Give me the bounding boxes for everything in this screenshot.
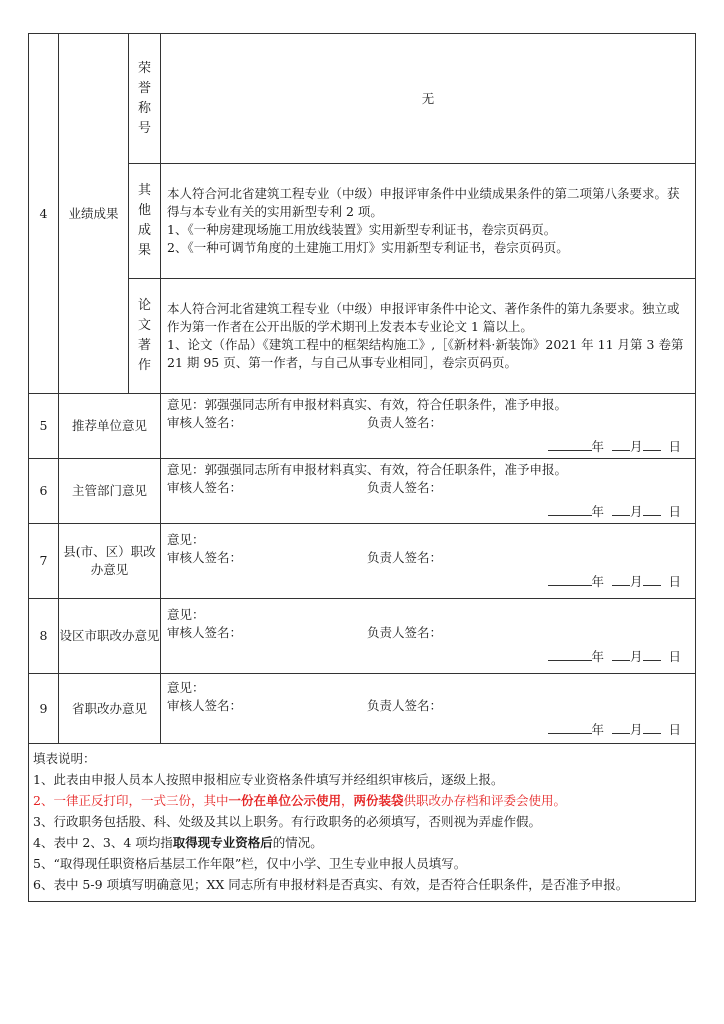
row-number: 4 <box>29 34 59 394</box>
opinion-row <box>29 674 696 744</box>
leader-signature-label: 负责人签名： <box>367 550 443 565</box>
filling-instructions <box>29 744 696 902</box>
reviewer-signature-label: 审核人签名： <box>167 550 243 565</box>
note-6: 6、表中 5-9 项填写明确意见；XX 同志所有申报材料是否真实、有效，是否符合任职条件，是否准予申报。 <box>33 877 629 892</box>
opinion-row <box>29 394 696 459</box>
other-achievements-content <box>161 164 696 279</box>
date-line: 年 月 日 <box>161 571 695 591</box>
opinion-text: 意见： <box>167 679 205 695</box>
date-line: 年 月 日 <box>161 501 695 521</box>
leader-signature-label: 负责人签名： <box>367 697 443 713</box>
item-label-achievements: 业绩成果 <box>59 34 129 394</box>
opinion-text: 意见：郭强强同志所有申报材料真实、有效，符合任职条件，准予申报。 <box>167 397 568 412</box>
note-2: 2、一律正反打印，一式三份，其中一份在单位公示使用，两份装袋供职改办存档和评委会使用。 <box>33 793 567 808</box>
opinion-cell <box>161 459 696 524</box>
opinion-text: 意见： <box>167 532 205 547</box>
paper-line-2: 1、论文（作品）《建筑工程中的框架结构施工》,［《新材料·新装饰》2021 年 11 月第 3 卷第 21 期 95 页、第一作者，与自己从事专业相同］，卷宗页码页。 <box>167 337 684 370</box>
application-form-page <box>28 33 696 902</box>
other-line-2: 1、《一种房建现场施工用放线装置》实用新型专利证书，卷宗页码页。 <box>167 222 557 237</box>
date-line: 年 月 日 <box>161 436 695 456</box>
date-line: 年 月 日 <box>161 719 695 739</box>
opinion-row <box>29 524 696 599</box>
paper-line-1: 本人符合河北省建筑工程专业（中级）申报评审条件中论文、著作条件的第九条要求。独立或作为第一作者在公开出版的学术期刊上发表本专业论文 1 篇以上。 <box>167 301 680 334</box>
date-line: 年 月 日 <box>161 646 695 666</box>
sub-label-paper: 论文著作 <box>129 279 161 394</box>
reviewer-signature-label: 审核人签名： <box>167 625 243 640</box>
opinion-row-label: 推荐单位意见 <box>59 394 161 459</box>
note-3: 3、行政职务包括股、科、处级及其以上职务。有行政职务的必须填写，否则视为弄虚作假。 <box>33 814 541 829</box>
leader-signature-label: 负责人签名： <box>367 415 443 430</box>
note-4: 4、表中 2、3、4 项均指取得现专业资格后的情况。 <box>33 835 323 850</box>
opinion-row <box>29 459 696 524</box>
note-1: 1、此表由申报人员本人按照申报相应专业资格条件填写并经组织审核后，逐级上报。 <box>33 772 504 787</box>
reviewer-signature-label: 审核人签名： <box>167 697 243 713</box>
row-number: 7 <box>29 524 59 599</box>
row-number: 8 <box>29 599 59 674</box>
opinion-cell <box>161 524 696 599</box>
row-number: 5 <box>29 394 59 459</box>
opinion-cell <box>161 394 696 459</box>
opinion-row-label: 县(市、区）职改办意见 <box>59 524 161 599</box>
row-number: 6 <box>29 459 59 524</box>
opinion-cell <box>161 674 696 744</box>
row-achievements-other <box>29 164 696 279</box>
notes-title: 填表说明： <box>33 751 96 766</box>
reviewer-signature-label: 审核人签名： <box>167 415 243 430</box>
opinion-row-label: 省职改办意见 <box>59 674 161 744</box>
opinion-row <box>29 599 696 674</box>
application-form-table <box>28 33 696 902</box>
sub-label-honor: 荣誉称号 <box>129 34 161 164</box>
opinion-row-label: 主管部门意见 <box>59 459 161 524</box>
other-line-1: 本人符合河北省建筑工程专业（中级）申报评审条件中业绩成果条件的第二项第八条要求。获得与本专业有关的实用新型专利 2 项。 <box>167 186 680 219</box>
sub-label-other: 其他成果 <box>129 164 161 279</box>
row-number: 9 <box>29 674 59 744</box>
leader-signature-label: 负责人签名： <box>367 480 443 495</box>
row-achievements-honor <box>29 34 696 164</box>
reviewer-signature-label: 审核人签名： <box>167 480 243 495</box>
row-achievements-paper <box>29 279 696 394</box>
leader-signature-label: 负责人签名： <box>367 625 443 640</box>
note-5: 5、“取得现任职资格后基层工作年限”栏，仅中小学、卫生专业申报人员填写。 <box>33 856 467 871</box>
notes-row <box>29 744 696 902</box>
opinion-text: 意见： <box>167 607 205 622</box>
opinion-cell <box>161 599 696 674</box>
paper-content <box>161 279 696 394</box>
opinion-row-label: 设区市职改办意见 <box>59 599 161 674</box>
opinion-text: 意见：郭强强同志所有申报材料真实、有效，符合任职条件，准予申报。 <box>167 462 568 477</box>
other-line-3: 2、《一种可调节角度的土建施工用灯》实用新型专利证书，卷宗页码页。 <box>167 240 569 255</box>
honor-value: 无 <box>161 34 696 164</box>
